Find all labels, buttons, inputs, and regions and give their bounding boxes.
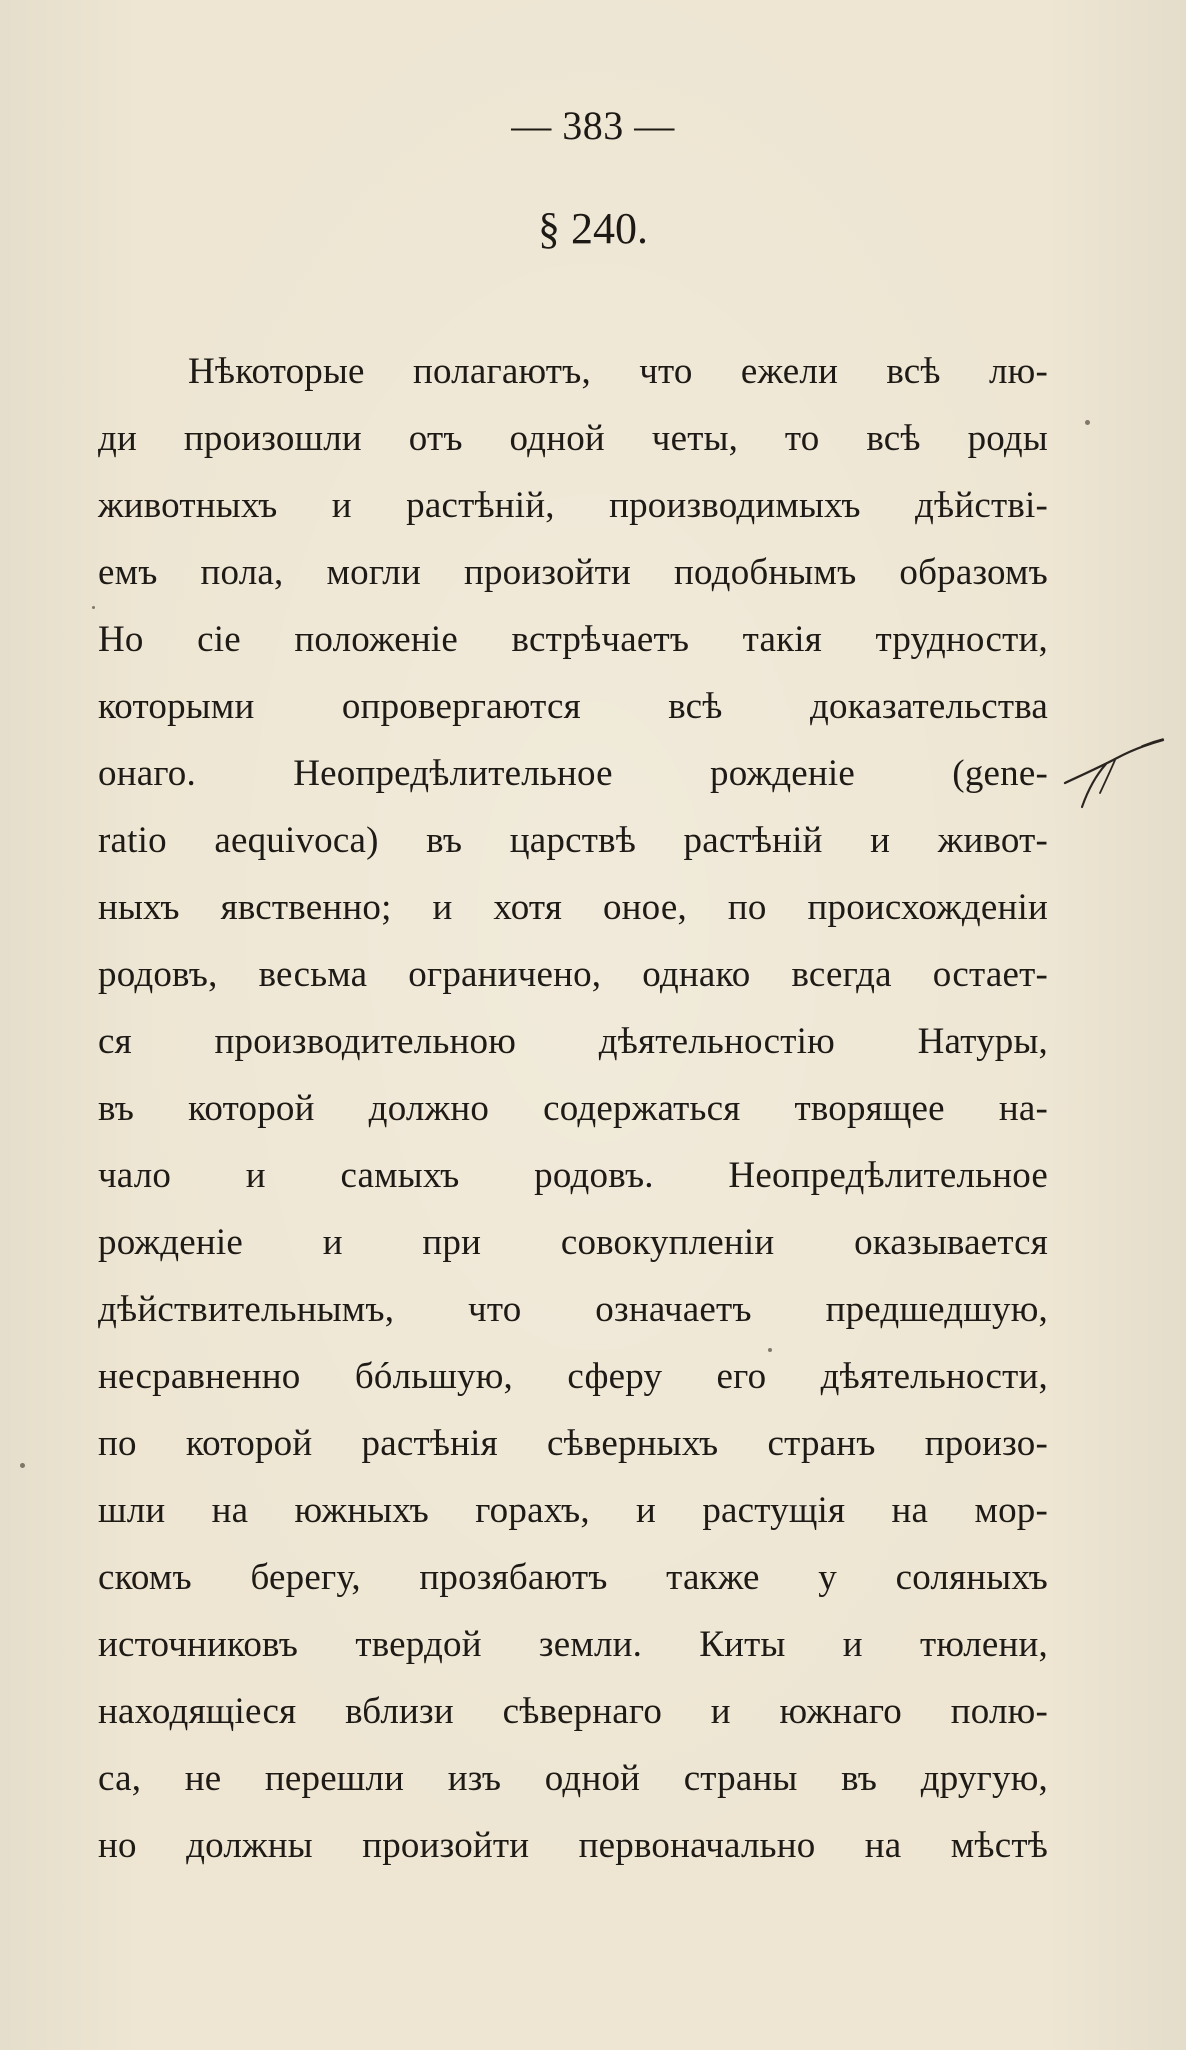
- text-line: чало и самыхъ родовъ. Неопредѣлительное: [98, 1155, 1048, 1196]
- text-line: ди произошли отъ одной четы, то всѣ роды: [98, 418, 1048, 459]
- text-line: ся производительною дѣятельностiю Натуры,: [98, 1021, 1048, 1062]
- page-body: [98, 338, 1048, 1879]
- text-line: но должны произойти первоначально на мѣстѣ: [98, 1825, 1048, 1866]
- text-line: источниковъ твердой земли. Киты и тюлени,: [98, 1624, 1048, 1665]
- text-line: Но сiе положенiе встрѣчаетъ такiя трудности,: [98, 619, 1048, 660]
- text-line: ratio aequivoca) въ царствѣ растѣнiй и живот-: [98, 820, 1048, 861]
- ink-speck: [20, 1463, 25, 1468]
- ink-speck: [1085, 420, 1090, 425]
- text-line: животныхъ и растѣній, производимыхъ дѣйствi-: [98, 485, 1048, 526]
- handwritten-pen-mark: [1060, 735, 1170, 825]
- section-heading: § 240.: [538, 204, 648, 253]
- text-line: онаго. Неопредѣлительное рожденiе (gene-: [98, 753, 1048, 794]
- text-line: ныхъ явственно; и хотя оное, по происхожденiи: [98, 887, 1048, 928]
- text-line: которыми опровергаются всѣ доказательства: [98, 686, 1048, 727]
- text-line: рожденiе и при совокупленiи оказывается: [98, 1222, 1048, 1263]
- text-line: несравненно бóльшую, сферу его дѣятельности,: [98, 1356, 1048, 1397]
- text-line: дѣйствительнымъ, что означаетъ предшедшую,: [98, 1289, 1048, 1330]
- text-line: находящiеся вблизи сѣвернаго и южнаго полю-: [98, 1691, 1048, 1732]
- text-line: Нѣкоторые полагаютъ, что ежели всѣ лю-: [188, 351, 1048, 392]
- text-line: шли на южныхъ горахъ, и растущiя на мор-: [98, 1490, 1048, 1531]
- ink-speck: [92, 606, 95, 609]
- text-line: емъ пола, могли произойти подобнымъ образомъ: [98, 552, 1048, 593]
- text-line: скомъ берегу, прозябаютъ также у соляныхъ: [98, 1557, 1048, 1598]
- text-line: са, не перешли изъ одной страны въ другую,: [98, 1758, 1048, 1799]
- page-number: — 383 —: [511, 103, 675, 148]
- text-line: въ которой должно содержаться творящее на-: [98, 1088, 1048, 1129]
- text-line: родовъ, весьма ограничено, однако всегда остает-: [98, 954, 1048, 995]
- text-line: по которой растѣнiя сѣверныхъ странъ произо-: [98, 1423, 1048, 1464]
- ink-speck: [768, 1348, 772, 1352]
